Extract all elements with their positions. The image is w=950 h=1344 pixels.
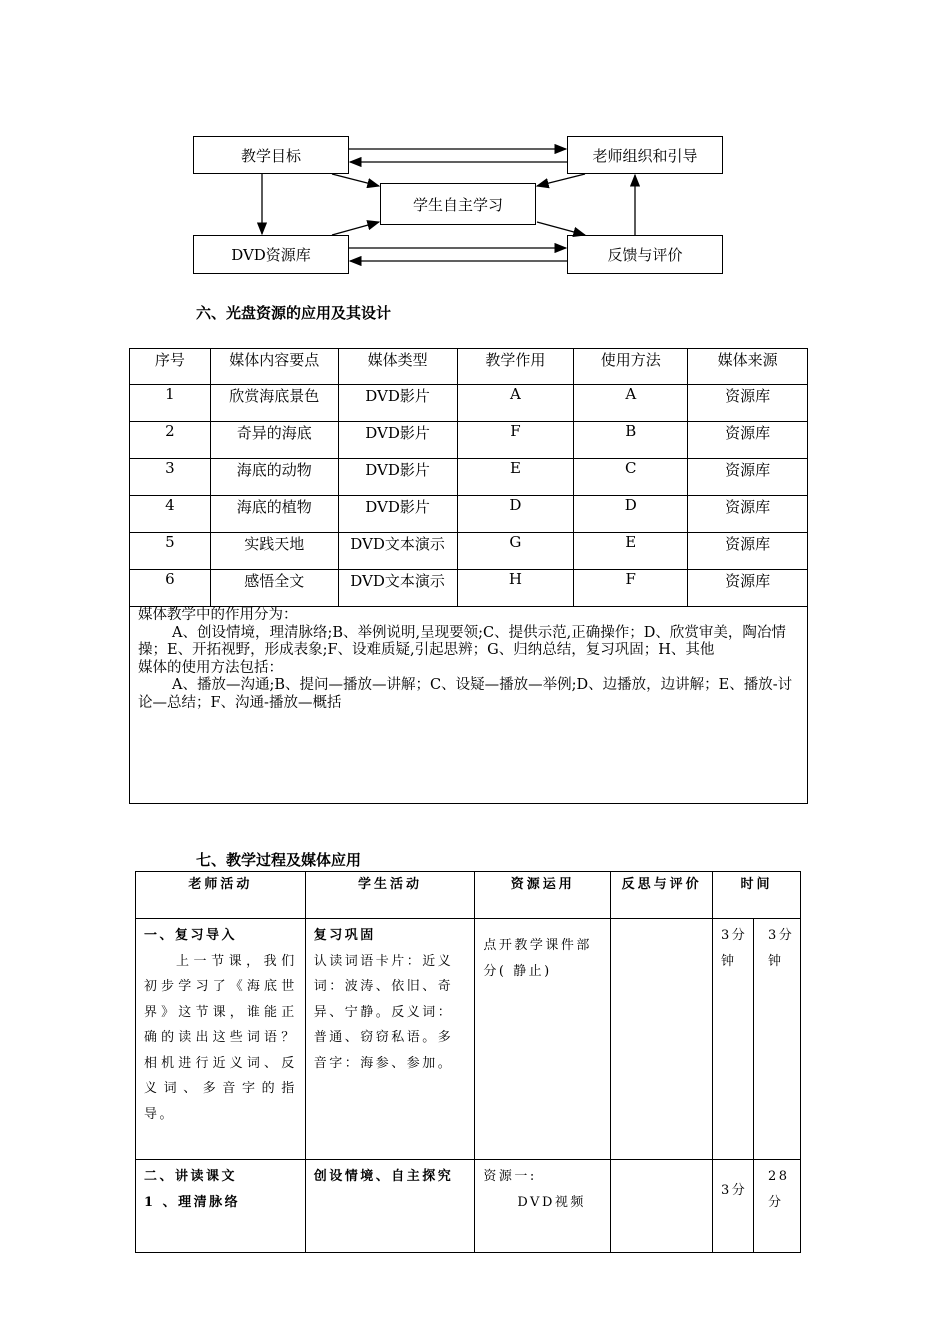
- cell: 6: [130, 570, 211, 607]
- header-cell: 媒体来源: [688, 349, 808, 385]
- cell: 资源库: [688, 459, 808, 496]
- diagram-arrows: [0, 0, 950, 300]
- resource-title: 资源一:: [483, 1169, 537, 1184]
- header-cell: 时间: [713, 872, 801, 919]
- cell: DVD影片: [338, 422, 457, 459]
- cell: 海底的植物: [210, 496, 338, 533]
- process-header-row: [136, 872, 801, 919]
- student-title: 创设情境、自主探究: [313, 1169, 454, 1184]
- cell: DVD文本演示: [338, 533, 457, 570]
- cell: H: [457, 570, 574, 607]
- header-cell: 老师活动: [136, 872, 306, 919]
- time-cell: 3分钟: [713, 919, 754, 1160]
- cell: 欣赏海底景色: [210, 385, 338, 422]
- cell: E: [457, 459, 574, 496]
- cell: 4: [130, 496, 211, 533]
- teacher-title: 一、复习导入: [144, 928, 238, 943]
- cell: 实践天地: [210, 533, 338, 570]
- reflection-cell: [611, 1160, 713, 1253]
- cell: 2: [130, 422, 211, 459]
- node-label: 反馈与评价: [607, 246, 683, 264]
- table-row: [130, 533, 808, 570]
- node-label: 老师组织和引导: [592, 146, 698, 165]
- teacher-title: 二、讲读课文: [144, 1169, 238, 1184]
- teacher-subtitle: 1 、理清脉络: [144, 1194, 241, 1210]
- cell: 奇异的海底: [210, 422, 338, 459]
- header-cell: 媒体内容要点: [210, 349, 338, 385]
- time-cell: 28分: [753, 1160, 800, 1253]
- cell: 感悟全文: [210, 570, 338, 607]
- resource-text: DVD视频: [517, 1194, 586, 1210]
- cell: 资源库: [688, 570, 808, 607]
- node-label: 教学目标: [240, 146, 301, 165]
- student-title: 复习巩固: [313, 928, 376, 943]
- cell: F: [457, 422, 574, 459]
- cell: E: [574, 533, 688, 570]
- media-table: [129, 348, 808, 804]
- methods-title: 媒体的使用方法包括：: [138, 659, 283, 676]
- cell: DVD影片: [338, 496, 457, 533]
- time-cell: 3分: [713, 1160, 754, 1253]
- table-row: [130, 385, 808, 422]
- header-cell: 学生活动: [305, 872, 475, 919]
- node-label: DVD资源库: [231, 246, 311, 264]
- node-label: 学生自主学习: [412, 195, 503, 214]
- arrow-goal-to-student: [332, 174, 379, 186]
- cell: G: [457, 533, 574, 570]
- roles-title: 媒体教学中的作用分为：: [138, 607, 298, 623]
- teacher-text: 上一节课，我们初步学习了《海底世界》这节课，谁能正确的读出这些词语？相机进行近义词、反义词、多音字的指导。: [144, 953, 297, 1122]
- header-cell: 序号: [130, 349, 211, 385]
- student-text: 认读词语卡片：近义词：波涛、依旧、奇异、宁静。反义词：普通、窃窃私语。多音字：海参、参加。: [313, 953, 454, 1071]
- section7-title: 七、教学过程及媒体应用: [196, 851, 362, 869]
- cell: 资源库: [688, 533, 808, 570]
- reflection-cell: [611, 919, 713, 1160]
- student-activity-cell: [305, 919, 475, 1160]
- section6-title: 六、光盘资源的应用及其设计: [196, 304, 392, 322]
- resource-text: 点开教学课件部分( 静止): [483, 938, 592, 979]
- cell: A: [574, 385, 688, 422]
- cell: 海底的动物: [210, 459, 338, 496]
- cell: 5: [130, 533, 211, 570]
- cell: 资源库: [688, 385, 808, 422]
- cell: B: [574, 422, 688, 459]
- roles-text: A、创设情境，理清脉络;B、举例说明,呈现要领;C、提供示范,正确操作；D、欣赏审美，陶冶情操；E、开拓视野，形成表象;F、设难质疑,引起思辨；G、归纳总结，复习巩固；H、其他: [138, 624, 786, 658]
- cell: 资源库: [688, 496, 808, 533]
- table-header-row: [130, 349, 808, 385]
- cell: DVD影片: [338, 385, 457, 422]
- header-cell: 反思与评价: [611, 872, 713, 919]
- table-row: [130, 459, 808, 496]
- process-row: [136, 1160, 801, 1253]
- student-activity-cell: [305, 1160, 475, 1253]
- table-row: [130, 570, 808, 607]
- cell: A: [457, 385, 574, 422]
- header-cell: 教学作用: [457, 349, 574, 385]
- arrow-student-to-feedback: [537, 222, 585, 235]
- resource-cell: [475, 919, 611, 1160]
- cell: C: [574, 459, 688, 496]
- cell: D: [574, 496, 688, 533]
- cell: F: [574, 570, 688, 607]
- resource-cell: [475, 1160, 611, 1253]
- methods-text: A、播放—沟通;B、提问—播放—讲解；C、设疑—播放—举例;D、边播放，边讲解；E、播放-讨论—总结；F、沟通-播放—概括: [138, 677, 793, 711]
- notes-cell: [130, 607, 808, 804]
- cell: 1: [130, 385, 211, 422]
- cell: 3: [130, 459, 211, 496]
- arrow-teacher-to-student: [537, 174, 585, 186]
- arrow-dvd-to-student: [332, 222, 379, 235]
- cell: DVD影片: [338, 459, 457, 496]
- notes-row: [130, 607, 808, 804]
- teacher-activity-cell: [136, 1160, 306, 1253]
- cell: DVD文本演示: [338, 570, 457, 607]
- time-cell: 3分钟: [753, 919, 800, 1160]
- cell: 资源库: [688, 422, 808, 459]
- header-cell: 使用方法: [574, 349, 688, 385]
- table-row: [130, 496, 808, 533]
- teacher-activity-cell: [136, 919, 306, 1160]
- cell: D: [457, 496, 574, 533]
- table-row: [130, 422, 808, 459]
- process-table: [135, 871, 801, 1253]
- header-cell: 媒体类型: [338, 349, 457, 385]
- header-cell: 资源运用: [475, 872, 611, 919]
- process-row: [136, 919, 801, 1160]
